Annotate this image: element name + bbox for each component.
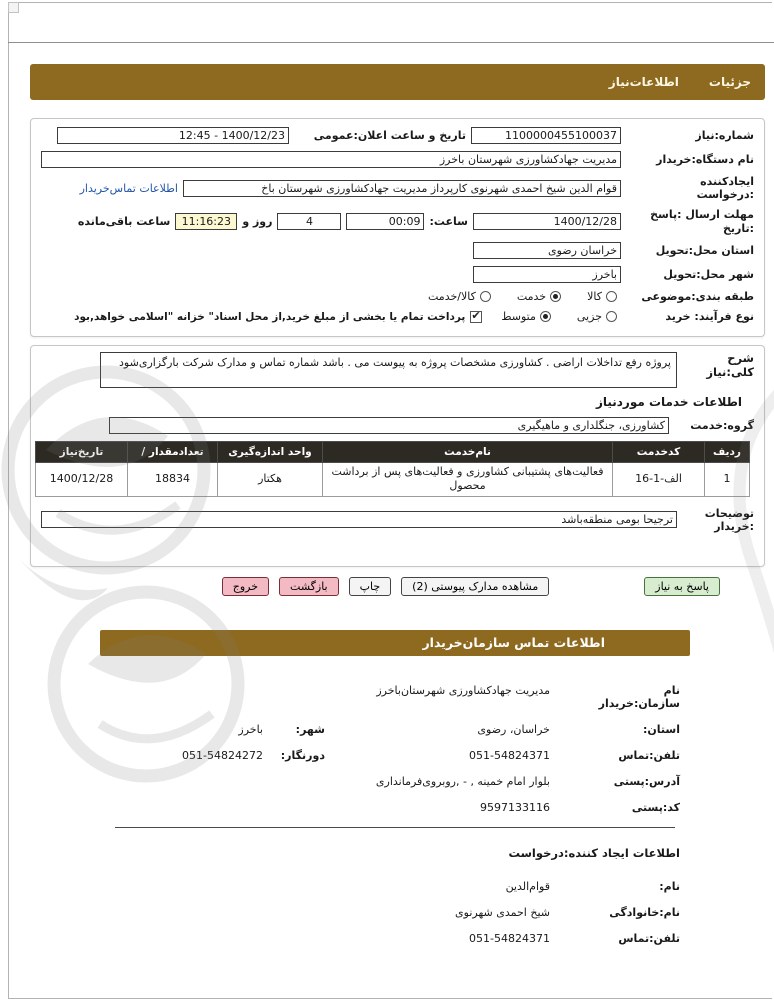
contact-city-value: باخرز xyxy=(238,723,263,736)
exit-button[interactable]: خروج xyxy=(222,577,269,596)
creator-name-row xyxy=(110,880,680,893)
creator-input[interactable]: قوام الدین شیخ احمدی شهرنوی کارپرداز مدیریت جهادکشاورزی شهرستان باخ xyxy=(183,180,621,197)
view-attachments-button[interactable]: مشاهده مدارک پیوستی (2) xyxy=(401,577,549,596)
services-table-header xyxy=(36,442,750,463)
buyer-notes-input[interactable]: ترجیحا بومی منطقه‌باشد xyxy=(41,511,677,528)
col-need-date: تاریخ‌نیاز xyxy=(36,442,128,463)
creator-family-label: نام:خانوادگی xyxy=(609,906,680,919)
delivery-city-input[interactable]: باخرز xyxy=(473,266,621,283)
radio-icon[interactable] xyxy=(540,311,551,322)
category-option-goods-label: کالا xyxy=(587,289,602,303)
contact-postal-label: کد:پستی xyxy=(631,801,680,814)
corner-box xyxy=(8,2,19,13)
subject-category-options xyxy=(428,290,617,303)
col-row-number: ردیف xyxy=(705,442,750,463)
buyer-org-input[interactable]: مدیریت جهادکشاورزی شهرستان باخرز xyxy=(41,151,621,168)
hour-label: ساعت: xyxy=(429,214,468,228)
need-number-row xyxy=(41,127,754,144)
treasury-payment-checkbox[interactable] xyxy=(470,311,482,323)
process-option-minor[interactable] xyxy=(577,310,617,323)
respond-to-need-button[interactable]: پاسخ به نیاز xyxy=(644,577,720,596)
cell-unit: هکتار xyxy=(218,463,323,497)
process-type-row xyxy=(41,310,754,323)
contact-phone-fax-row xyxy=(110,749,680,762)
deadline-date-input[interactable]: 1400/12/28 xyxy=(473,213,621,230)
delivery-province-label: استان محل:تحویل xyxy=(655,243,754,257)
back-button[interactable]: بازگشت xyxy=(279,577,339,596)
time-remaining-box: 11:16:23 xyxy=(175,213,237,230)
radio-icon[interactable] xyxy=(550,291,561,302)
radio-icon[interactable] xyxy=(480,291,491,302)
announce-datetime-label: تاریخ و ساعت اعلان:عمومی xyxy=(313,128,466,142)
days-label: روز و xyxy=(242,214,273,228)
creator-row xyxy=(41,175,754,201)
response-deadline-row xyxy=(41,208,754,234)
col-quantity: تعدادمقدار / xyxy=(128,442,218,463)
creator-family-value: شیخ احمدی شهرنوی xyxy=(455,906,550,919)
contact-province-value: خراسان، رضوی xyxy=(477,723,550,736)
creator-name-label: نام: xyxy=(659,880,680,893)
need-number-label: شماره:نیاز xyxy=(695,128,754,142)
contact-fax-label: دورنگار: xyxy=(280,749,325,762)
buyer-notes-row xyxy=(41,507,754,533)
radio-icon[interactable] xyxy=(606,291,617,302)
contact-org-value: مدیریت جهادکشاورزی شهرستان‌باخرز xyxy=(376,684,550,697)
delivery-province-input[interactable]: خراسان رضوی xyxy=(473,242,621,259)
buyer-contact-link[interactable]: اطلاعات تماس‌خریدار xyxy=(79,181,178,195)
category-option-service[interactable] xyxy=(517,290,561,303)
contact-org-label: نام سازمان:خریدار xyxy=(598,684,680,710)
contact-address-row xyxy=(110,775,680,788)
services-table xyxy=(35,441,750,497)
deadline-label: مهلت ارسال :پاسخ :تاریخ xyxy=(650,208,754,235)
top-divider xyxy=(8,42,774,43)
service-group-label: گروه:خدمت xyxy=(690,418,754,432)
service-group-input[interactable]: کشاورزی، جنگلداری و ماهیگیری xyxy=(109,417,669,434)
service-group-row xyxy=(41,417,754,434)
buyer-contact-section xyxy=(100,630,690,958)
buyer-org-row xyxy=(41,151,754,168)
category-option-goods[interactable] xyxy=(587,290,617,303)
creator-name-value: قوام‌الدین xyxy=(505,880,550,893)
print-button[interactable]: چاپ xyxy=(349,577,392,596)
contact-postal-value: 9597133116 xyxy=(480,801,550,814)
buyer-notes-label: توضیحات :خریدار xyxy=(704,506,754,533)
category-option-service-label: خدمت xyxy=(516,289,547,303)
treasury-payment-label: پرداخت تمام یا بخشی از مبلغ خرید,از محل اسناد" خزانه "اسلامی خواهد,بود xyxy=(74,310,466,323)
cell-need-date: 1400/12/28 xyxy=(36,463,128,497)
contact-address-label: آدرس:پستی xyxy=(613,775,680,788)
announce-datetime-input[interactable]: 1400/12/23 - 12:45 xyxy=(57,127,289,144)
contact-province-city-row xyxy=(110,723,680,736)
col-service-code: کدخدمت xyxy=(613,442,705,463)
cell-service-name: فعالیت‌های پشتیبانی کشاورزی و فعالیت‌های پس از برداشت محصول xyxy=(323,463,613,497)
days-remaining-input[interactable]: 4 xyxy=(277,213,341,230)
need-summary-panel xyxy=(30,118,765,337)
need-detail-panel xyxy=(30,345,765,567)
process-option-minor-label: جزیی xyxy=(576,310,602,324)
process-option-medium[interactable] xyxy=(501,310,551,323)
deadline-time-input[interactable]: 00:09 xyxy=(346,213,424,230)
contact-province-label: استان: xyxy=(643,723,680,736)
description-box[interactable]: پروژه رفع تداخلات اراضی . کشاورزی مشخصات پروژه به پیوست می . باشد شماره تماس و مدارک شرکت بارگزاری‌شود xyxy=(100,352,677,388)
contact-postal-row xyxy=(110,801,680,814)
contact-divider xyxy=(115,827,675,828)
col-service-name: نام‌خدمت xyxy=(323,442,613,463)
cell-row-number: 1 xyxy=(705,463,750,497)
process-option-medium-label: متوسط xyxy=(501,310,536,324)
delivery-city-label: شهر محل:تحویل xyxy=(663,267,754,281)
tab-details[interactable]: جزئیات xyxy=(708,75,751,89)
contact-phone-label: تلفن:تماس xyxy=(618,749,680,762)
creator-phone-label: تلفن:تماس xyxy=(618,932,680,945)
radio-icon[interactable] xyxy=(606,311,617,322)
tab-need-info[interactable]: اطلاعات‌نیاز xyxy=(608,75,679,89)
description-row xyxy=(41,352,754,388)
category-option-goods-service-label: کالا/خدمت xyxy=(428,289,476,303)
request-creator-header: اطلاعات ایجاد کننده:درخواست xyxy=(508,846,680,860)
creator-phone-row xyxy=(110,932,680,945)
buyer-org-label: نام دستگاه:خریدار xyxy=(656,152,754,166)
need-number-input[interactable]: 1100000455100037 xyxy=(471,127,621,144)
process-type-options xyxy=(501,310,617,323)
contact-org-row xyxy=(110,684,680,710)
cell-quantity: 18834 xyxy=(128,463,218,497)
cell-service-code: الف-1-16 xyxy=(613,463,705,497)
contact-address-value: بلوار امام خمینه , - ,روبروی‌فرمانداری xyxy=(375,775,550,788)
delivery-city-row xyxy=(41,266,754,283)
creator-family-row xyxy=(110,906,680,919)
buyer-contact-header: اطلاعات تماس سازمان‌خریدار xyxy=(100,630,690,656)
contact-fax-value: 051-54824272 xyxy=(182,749,263,762)
tab-bar xyxy=(30,64,765,100)
services-section-header: اطلاعات خدمات موردنیاز xyxy=(595,395,742,409)
delivery-province-row xyxy=(41,242,754,259)
description-label: شرح کلی:نیاز xyxy=(706,351,754,379)
action-buttons xyxy=(222,577,720,596)
contact-city-label: شهر: xyxy=(295,723,325,736)
subject-category-label: طبقه بندی:موضوعی xyxy=(641,289,754,303)
col-unit: واحد اندازه‌گیری xyxy=(218,442,323,463)
service-table-row xyxy=(36,463,750,497)
creator-phone-value: 051-54824371 xyxy=(469,932,550,945)
creator-label: ایجادکننده :درخواست xyxy=(696,175,754,202)
category-option-goods-service[interactable] xyxy=(428,290,491,303)
process-type-label: نوع فرآیند: خرید xyxy=(665,309,754,323)
hours-remaining-label: ساعت باقی‌مانده xyxy=(77,214,171,228)
subject-category-row xyxy=(41,290,754,303)
contact-phone-value: 051-54824371 xyxy=(469,749,550,762)
